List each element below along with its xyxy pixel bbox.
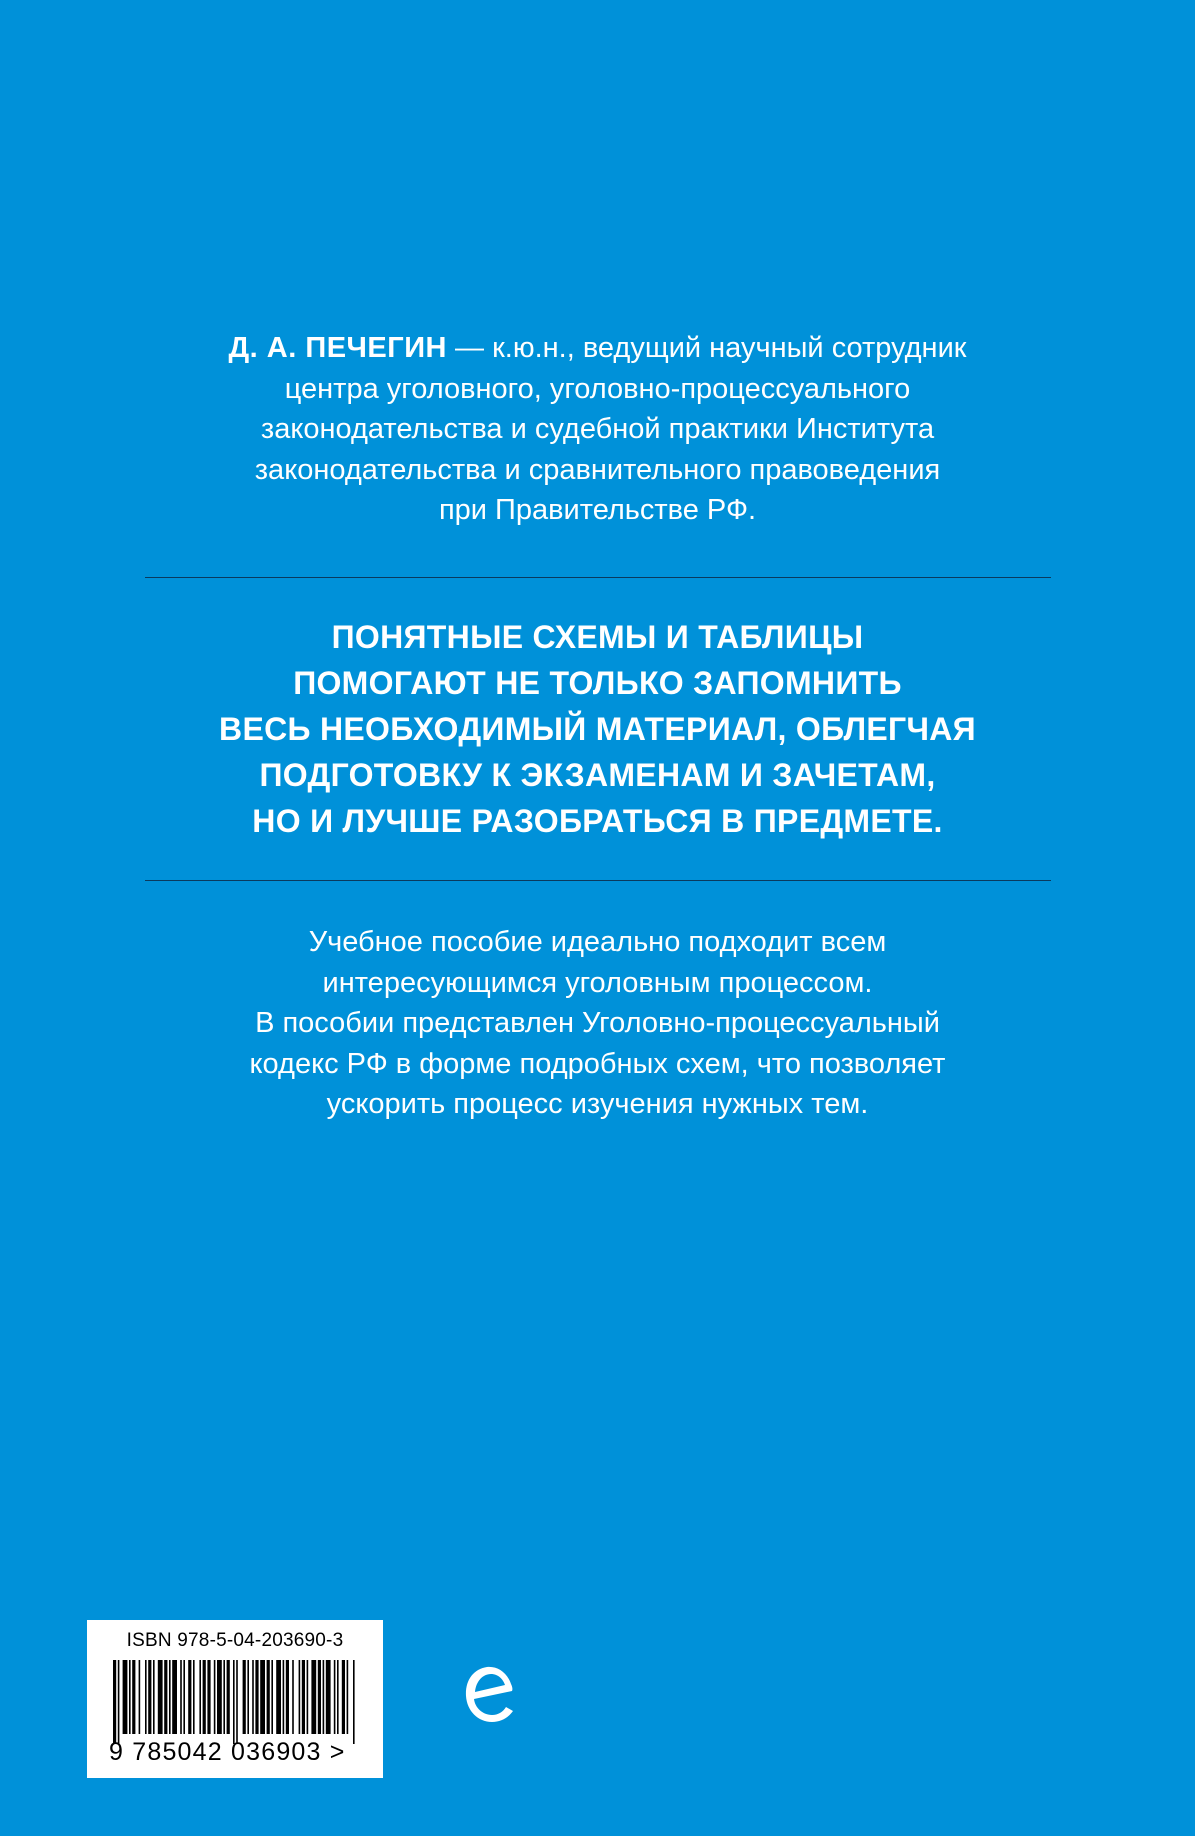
description-line-1: Учебное пособие идеально подходит всем [308, 926, 887, 958]
isbn-barcode [87, 1620, 383, 1778]
description-line-4: кодекс РФ в форме подробных схем, что позволяет [249, 1047, 946, 1080]
author-bio-line-3: законодательства и судебной практики Института [260, 413, 935, 445]
author-name: Д. А. ПЕЧЕГИН [228, 332, 447, 364]
book-description [120, 922, 1075, 1125]
divider-top [145, 577, 1051, 578]
author-bio-line-1: Д. А. ПЕЧЕГИН — к.ю.н., ведущий научный сотрудник [228, 332, 967, 364]
author-bio [120, 328, 1075, 531]
barcode-bars [113, 1660, 357, 1746]
author-bio-line-5: при Правительстве РФ. [438, 494, 757, 526]
description-line-5: ускорить процесс изучения нужных тем. [326, 1088, 869, 1120]
slogan-line-5: НО И ЛУЧШЕ РАЗОБРАТЬСЯ В ПРЕДМЕТЕ. [252, 803, 943, 839]
description-line-2: интересующимся уголовным процессом. [322, 966, 873, 999]
slogan-line-4: ПОДГОТОВКУ К ЭКЗАМЕНАМ И ЗАЧЕТАМ, [259, 757, 936, 793]
isbn-digits: 9 785042 036903 > [109, 1738, 346, 1766]
isbn-label: ISBN 978-5-04-203690-3 [126, 1630, 344, 1651]
divider-bottom [145, 880, 1051, 881]
description-line-3: В пособии представлен Уголовно-процессуальный [255, 1007, 940, 1039]
slogan-line-2: ПОМОГАЮТ НЕ ТОЛЬКО ЗАПОМНИТЬ [293, 665, 902, 701]
slogan-line-3: ВЕСЬ НЕОБХОДИМЫЙ МАТЕРИАЛ, ОБЛЕГЧАЯ [219, 711, 976, 747]
author-bio-line-4: законодательства и сравнительного правоведения [254, 453, 941, 486]
slogan [120, 614, 1075, 844]
slogan-line-1: ПОНЯТНЫЕ СХЕМЫ И ТАБЛИЦЫ [331, 619, 864, 655]
author-bio-line-2: центра уголовного, уголовно-процессуального [284, 372, 911, 405]
publisher-logo-icon [463, 1664, 517, 1726]
